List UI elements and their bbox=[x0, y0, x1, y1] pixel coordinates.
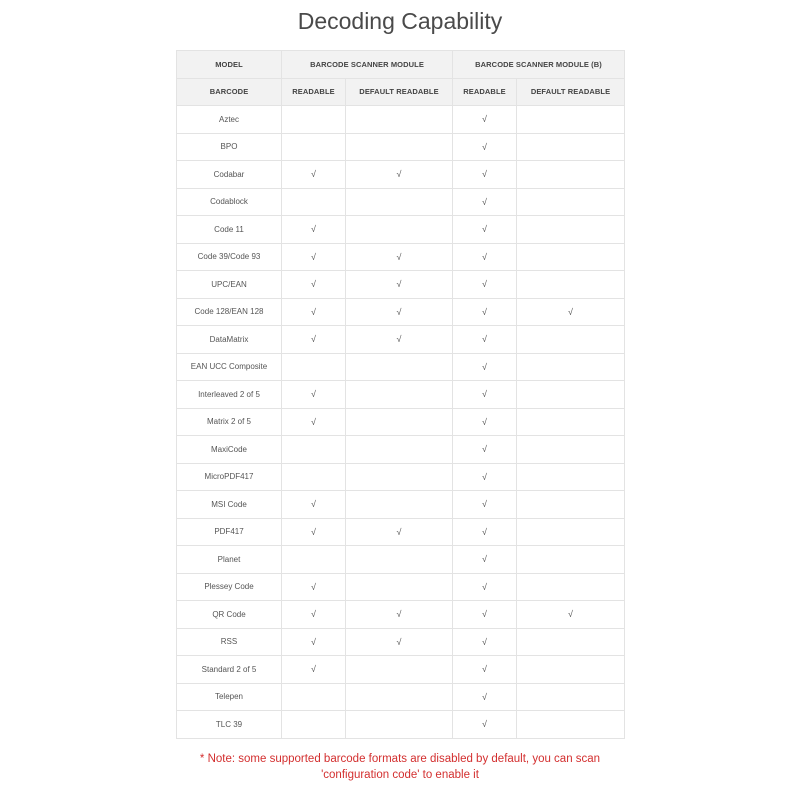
barcode-name-cell: UPC/EAN bbox=[177, 271, 282, 299]
a-readable-cell: √ bbox=[282, 601, 346, 629]
a-readable-cell: √ bbox=[282, 161, 346, 189]
table-row bbox=[177, 546, 625, 574]
a-readable-cell bbox=[282, 711, 346, 739]
table-row bbox=[177, 326, 625, 354]
barcode-name-cell: Codabar bbox=[177, 161, 282, 189]
b-readable-cell: √ bbox=[453, 656, 517, 684]
note-text: * Note: some supported barcode formats are disabled by default, you can scan 'configuration code' to enable it bbox=[199, 753, 601, 781]
page-title: Decoding Capability bbox=[297, 8, 503, 34]
b-default-readable-cell bbox=[517, 243, 625, 271]
a-readable-cell: √ bbox=[282, 326, 346, 354]
a-default-readable-cell bbox=[346, 408, 453, 436]
b-readable-cell: √ bbox=[453, 628, 517, 656]
a-default-readable-cell bbox=[346, 573, 453, 601]
a-default-readable-cell: √ bbox=[346, 243, 453, 271]
b-default-readable-cell bbox=[517, 683, 625, 711]
table-row bbox=[177, 188, 625, 216]
b-default-readable-cell bbox=[517, 518, 625, 546]
a-readable-cell: √ bbox=[282, 573, 346, 601]
b-readable-cell: √ bbox=[453, 216, 517, 244]
barcode-name-cell: DataMatrix bbox=[177, 326, 282, 354]
a-readable-cell bbox=[282, 683, 346, 711]
a-default-readable-cell bbox=[346, 463, 453, 491]
barcode-name-cell: Aztec bbox=[177, 106, 282, 134]
barcode-name-cell: Codablock bbox=[177, 188, 282, 216]
b-readable-cell: √ bbox=[453, 243, 517, 271]
a-default-readable-cell: √ bbox=[346, 601, 453, 629]
header-b-default-readable: DEFAULT READABLE bbox=[517, 78, 625, 106]
b-default-readable-cell bbox=[517, 188, 625, 216]
table-row bbox=[177, 408, 625, 436]
b-default-readable-cell bbox=[517, 161, 625, 189]
barcode-name-cell: Planet bbox=[177, 546, 282, 574]
b-readable-cell: √ bbox=[453, 408, 517, 436]
b-default-readable-cell bbox=[517, 656, 625, 684]
table-row bbox=[177, 243, 625, 271]
b-default-readable-cell bbox=[517, 271, 625, 299]
header-row-columns bbox=[177, 78, 625, 106]
header-a-default-readable: DEFAULT READABLE bbox=[346, 78, 453, 106]
b-default-readable-cell bbox=[517, 408, 625, 436]
header-row-model bbox=[177, 51, 625, 79]
barcode-name-cell: EAN UCC Composite bbox=[177, 353, 282, 381]
barcode-name-cell: Telepen bbox=[177, 683, 282, 711]
b-readable-cell: √ bbox=[453, 573, 517, 601]
b-default-readable-cell bbox=[517, 436, 625, 464]
a-default-readable-cell bbox=[346, 381, 453, 409]
table-row bbox=[177, 463, 625, 491]
b-default-readable-cell bbox=[517, 381, 625, 409]
barcode-name-cell: Standard 2 of 5 bbox=[177, 656, 282, 684]
a-default-readable-cell bbox=[346, 133, 453, 161]
b-readable-cell: √ bbox=[453, 271, 517, 299]
b-default-readable-cell bbox=[517, 546, 625, 574]
barcode-name-cell: Code 128/EAN 128 bbox=[177, 298, 282, 326]
a-default-readable-cell bbox=[346, 353, 453, 381]
table-row bbox=[177, 491, 625, 519]
a-readable-cell: √ bbox=[282, 408, 346, 436]
header-barcode: BARCODE bbox=[177, 78, 282, 106]
barcode-name-cell: QR Code bbox=[177, 601, 282, 629]
b-default-readable-cell bbox=[517, 491, 625, 519]
a-readable-cell bbox=[282, 353, 346, 381]
a-readable-cell: √ bbox=[282, 656, 346, 684]
barcode-name-cell: Matrix 2 of 5 bbox=[177, 408, 282, 436]
a-default-readable-cell bbox=[346, 436, 453, 464]
b-default-readable-cell bbox=[517, 711, 625, 739]
a-readable-cell bbox=[282, 133, 346, 161]
a-readable-cell: √ bbox=[282, 628, 346, 656]
table-body bbox=[177, 106, 625, 739]
table-row bbox=[177, 628, 625, 656]
a-default-readable-cell: √ bbox=[346, 326, 453, 354]
a-readable-cell: √ bbox=[282, 518, 346, 546]
a-readable-cell: √ bbox=[282, 491, 346, 519]
b-readable-cell: √ bbox=[453, 711, 517, 739]
b-default-readable-cell bbox=[517, 133, 625, 161]
barcode-name-cell: TLC 39 bbox=[177, 711, 282, 739]
b-readable-cell: √ bbox=[453, 683, 517, 711]
barcode-name-cell: Code 39/Code 93 bbox=[177, 243, 282, 271]
a-readable-cell bbox=[282, 463, 346, 491]
b-default-readable-cell bbox=[517, 463, 625, 491]
table-row bbox=[177, 106, 625, 134]
table-row bbox=[177, 518, 625, 546]
a-default-readable-cell bbox=[346, 546, 453, 574]
barcode-name-cell: Plessey Code bbox=[177, 573, 282, 601]
a-readable-cell: √ bbox=[282, 243, 346, 271]
table-row bbox=[177, 656, 625, 684]
header-a-readable: READABLE bbox=[282, 78, 346, 106]
b-readable-cell: √ bbox=[453, 161, 517, 189]
b-readable-cell: √ bbox=[453, 133, 517, 161]
a-default-readable-cell: √ bbox=[346, 628, 453, 656]
b-readable-cell: √ bbox=[453, 491, 517, 519]
a-default-readable-cell bbox=[346, 216, 453, 244]
table-header bbox=[177, 51, 625, 106]
barcode-name-cell: MaxiCode bbox=[177, 436, 282, 464]
a-readable-cell: √ bbox=[282, 271, 346, 299]
a-default-readable-cell bbox=[346, 188, 453, 216]
table-row bbox=[177, 381, 625, 409]
a-default-readable-cell bbox=[346, 656, 453, 684]
a-default-readable-cell: √ bbox=[346, 518, 453, 546]
b-default-readable-cell bbox=[517, 106, 625, 134]
barcode-name-cell: MSI Code bbox=[177, 491, 282, 519]
header-module-a: BARCODE SCANNER MODULE bbox=[282, 51, 453, 79]
barcode-name-cell: Code 11 bbox=[177, 216, 282, 244]
a-default-readable-cell bbox=[346, 491, 453, 519]
a-readable-cell: √ bbox=[282, 216, 346, 244]
a-default-readable-cell: √ bbox=[346, 298, 453, 326]
decoding-capability-table bbox=[176, 50, 625, 739]
b-readable-cell: √ bbox=[453, 353, 517, 381]
b-default-readable-cell bbox=[517, 573, 625, 601]
a-default-readable-cell bbox=[346, 106, 453, 134]
a-readable-cell bbox=[282, 188, 346, 216]
barcode-name-cell: Interleaved 2 of 5 bbox=[177, 381, 282, 409]
b-default-readable-cell bbox=[517, 353, 625, 381]
table-row bbox=[177, 271, 625, 299]
b-readable-cell: √ bbox=[453, 381, 517, 409]
b-readable-cell: √ bbox=[453, 188, 517, 216]
table-row bbox=[177, 161, 625, 189]
table-row bbox=[177, 298, 625, 326]
a-readable-cell bbox=[282, 436, 346, 464]
table-row bbox=[177, 683, 625, 711]
barcode-name-cell: PDF417 bbox=[177, 518, 282, 546]
a-default-readable-cell: √ bbox=[346, 271, 453, 299]
header-module-b: BARCODE SCANNER MODULE (B) bbox=[453, 51, 625, 79]
b-default-readable-cell bbox=[517, 628, 625, 656]
barcode-name-cell: RSS bbox=[177, 628, 282, 656]
table-row bbox=[177, 601, 625, 629]
barcode-name-cell: MicroPDF417 bbox=[177, 463, 282, 491]
b-default-readable-cell: √ bbox=[517, 298, 625, 326]
table-row bbox=[177, 573, 625, 601]
header-model: MODEL bbox=[177, 51, 282, 79]
a-readable-cell: √ bbox=[282, 381, 346, 409]
a-readable-cell bbox=[282, 546, 346, 574]
table-row bbox=[177, 216, 625, 244]
a-default-readable-cell bbox=[346, 683, 453, 711]
b-readable-cell: √ bbox=[453, 326, 517, 354]
b-default-readable-cell bbox=[517, 216, 625, 244]
table-row bbox=[177, 133, 625, 161]
b-readable-cell: √ bbox=[453, 518, 517, 546]
b-default-readable-cell bbox=[517, 326, 625, 354]
b-default-readable-cell: √ bbox=[517, 601, 625, 629]
a-readable-cell: √ bbox=[282, 298, 346, 326]
table-row bbox=[177, 711, 625, 739]
b-readable-cell: √ bbox=[453, 436, 517, 464]
a-default-readable-cell: √ bbox=[346, 161, 453, 189]
b-readable-cell: √ bbox=[453, 106, 517, 134]
b-readable-cell: √ bbox=[453, 298, 517, 326]
table-row bbox=[177, 436, 625, 464]
a-readable-cell bbox=[282, 106, 346, 134]
a-default-readable-cell bbox=[346, 711, 453, 739]
barcode-name-cell: BPO bbox=[177, 133, 282, 161]
table-row bbox=[177, 353, 625, 381]
b-readable-cell: √ bbox=[453, 601, 517, 629]
b-readable-cell: √ bbox=[453, 463, 517, 491]
b-readable-cell: √ bbox=[453, 546, 517, 574]
header-b-readable: READABLE bbox=[453, 78, 517, 106]
